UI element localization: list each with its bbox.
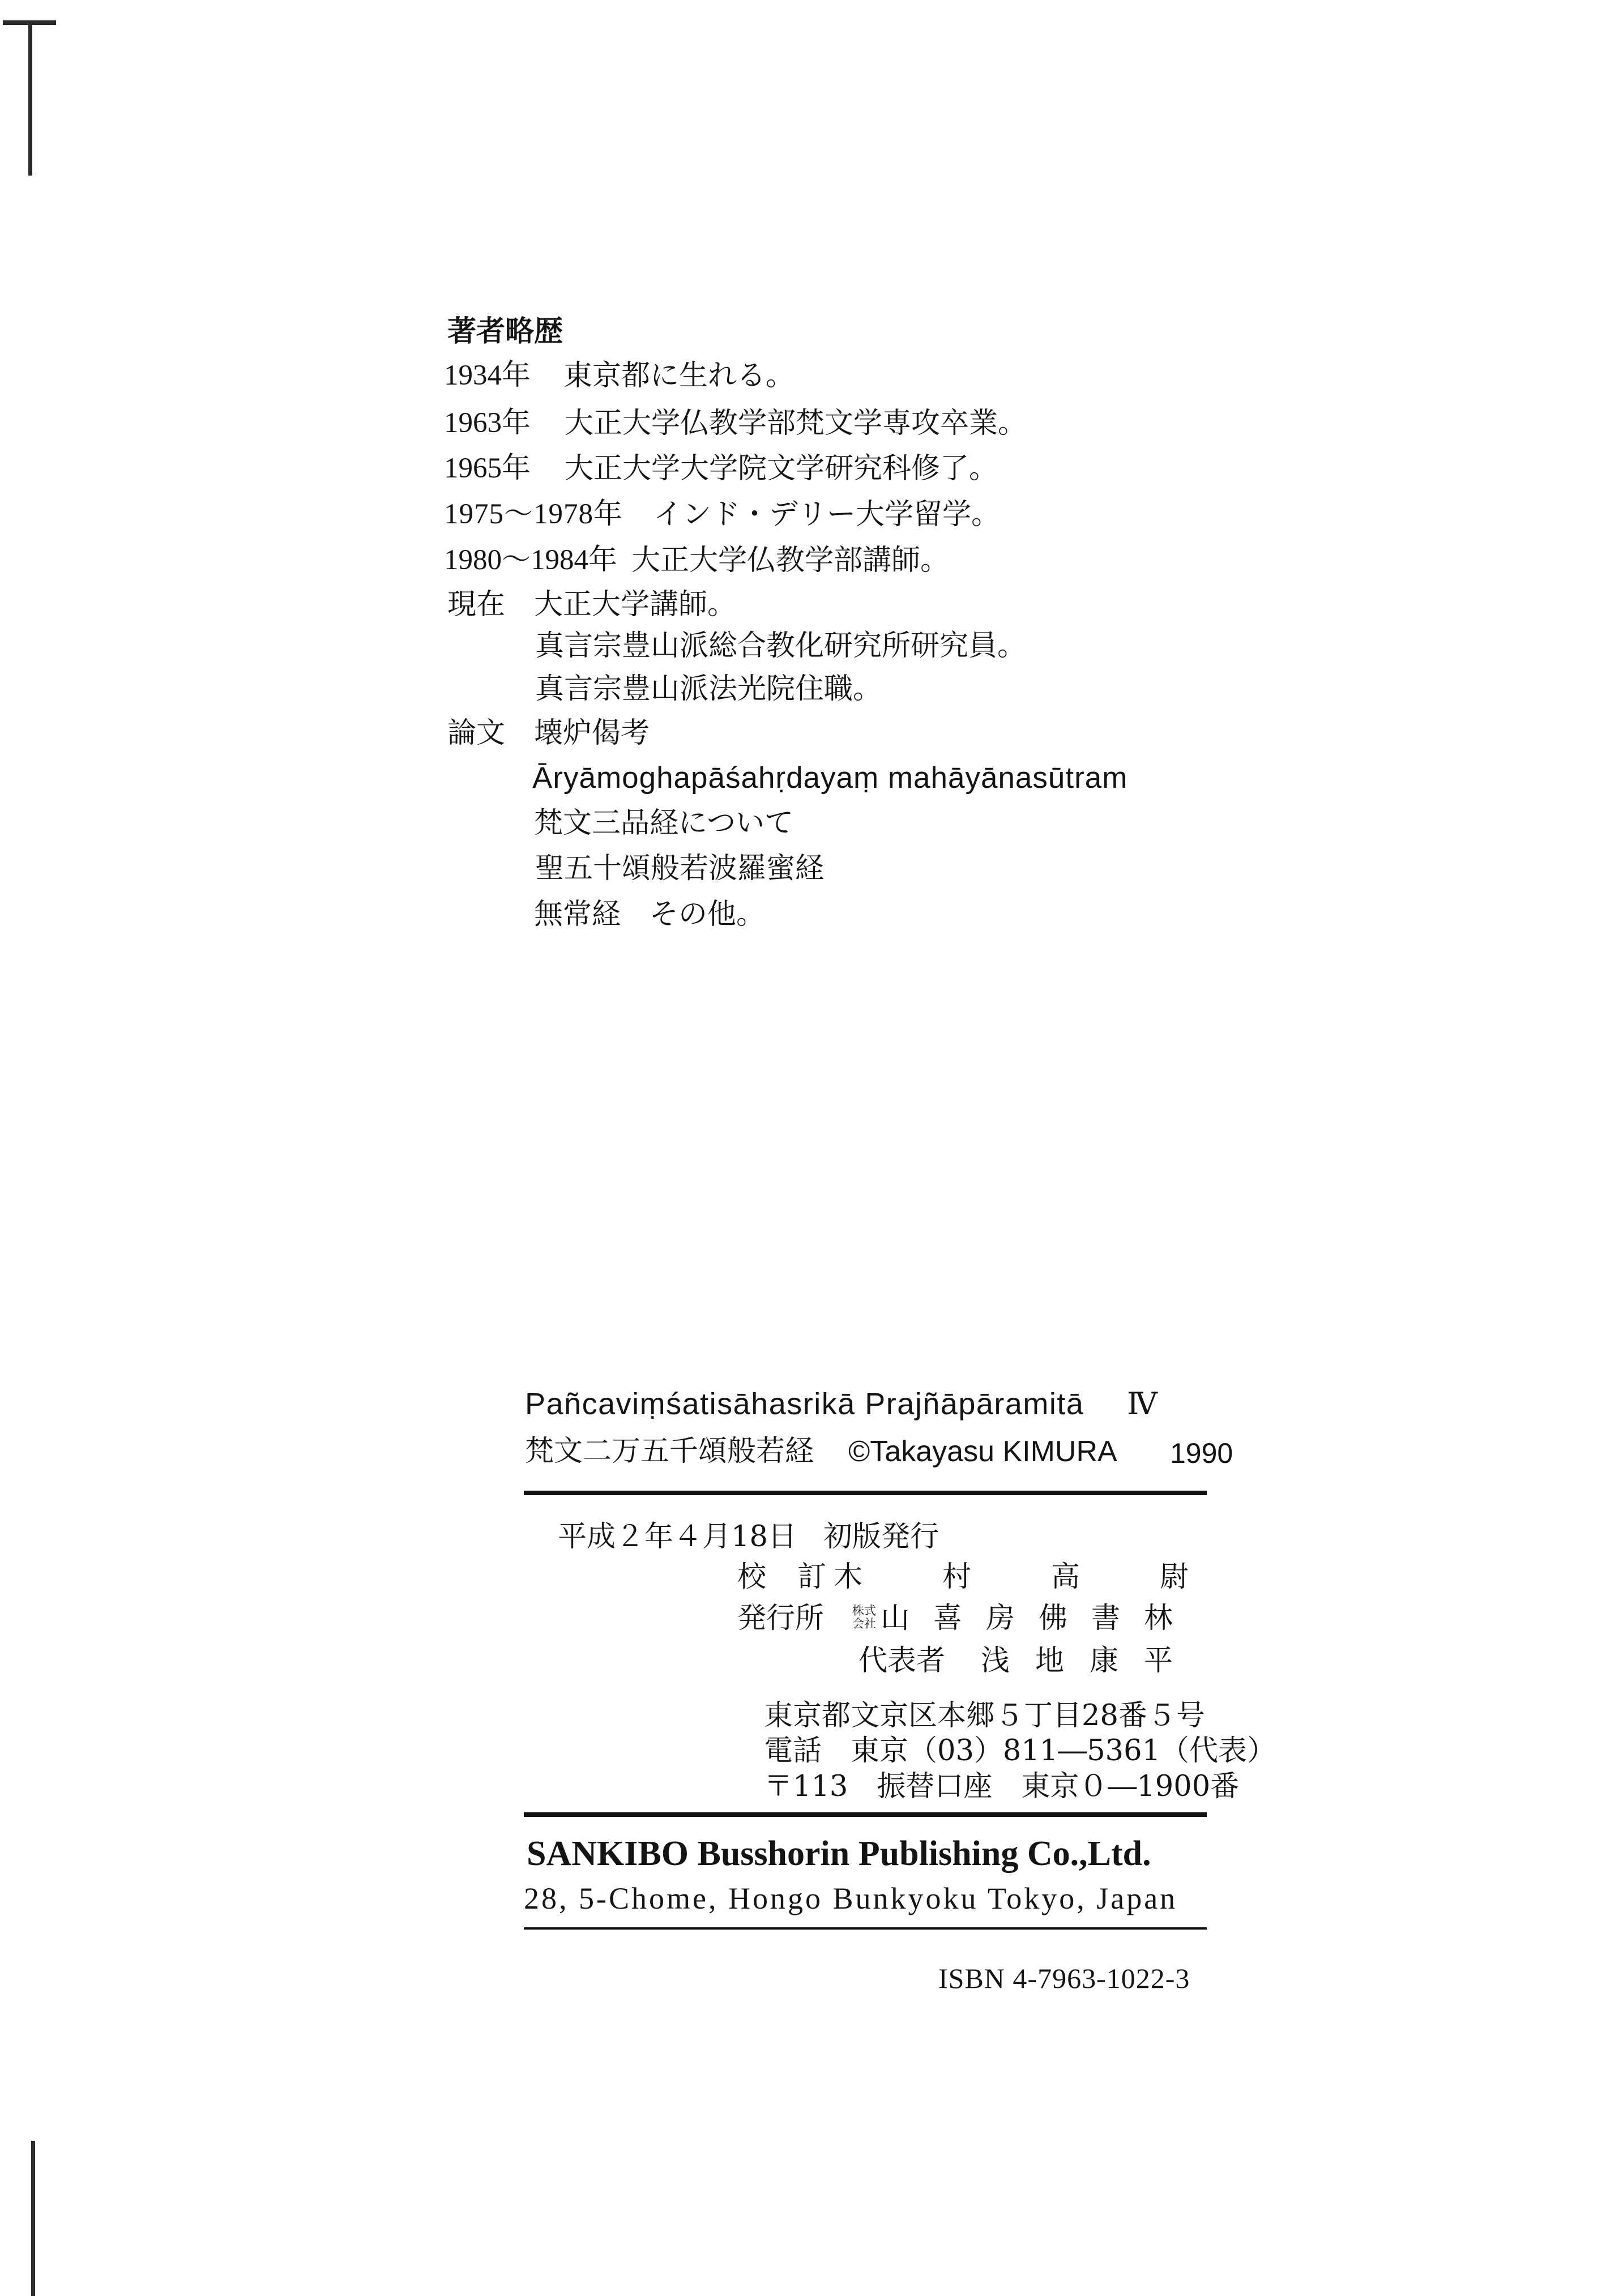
bio-current — [444, 590, 1293, 622]
isbn: ISBN 4-7963-1022-3 — [938, 1962, 1190, 1994]
company-type-top: 株式 — [852, 1604, 876, 1618]
company-type-bottom: 会社 — [852, 1617, 876, 1631]
bio-year: 1963年 — [444, 407, 531, 439]
bio-entry — [444, 500, 1293, 532]
bio-entry — [444, 454, 1293, 486]
divider-rule-thin — [524, 1927, 1207, 1930]
bio-paper-title: 聖五十頌般若波羅蜜経 — [535, 852, 825, 885]
bio-year: 1934年 — [444, 360, 531, 391]
bio-current-position: 真言宗豊山派総合教化研究所研究員。 — [535, 629, 1027, 663]
publication-date: 平成２年４月18日 — [558, 1520, 797, 1554]
bio-papers — [444, 900, 1293, 932]
bio-entry — [444, 546, 1293, 578]
bio-current-position: 大正大学講師。 — [534, 588, 737, 621]
bio-paper-title: 梵文三品経について — [534, 806, 793, 840]
postal-transfer: 〒113 振替口座 東京０―1900番 — [764, 1770, 1240, 1803]
bio-event: インド・デリー大学留学。 — [654, 498, 1001, 531]
bio-current — [444, 672, 1293, 706]
book-title-romanized: Pañcaviṃśatisāhasrikā Prajñāpāramitā — [525, 1387, 1084, 1421]
bio-entry — [444, 361, 1293, 393]
bio-heading: 著者略歴 — [447, 314, 563, 348]
editor-name: 木 村 高 尉 — [834, 1560, 1215, 1594]
bio-papers — [444, 763, 1293, 795]
bio-paper-title: 壊炉偈考 — [534, 716, 650, 750]
bio-event: 大正大学仏教学部講師。 — [631, 544, 950, 577]
bio-entry — [444, 409, 1293, 441]
bio-papers — [444, 854, 1293, 886]
editor-label: 校 訂 — [737, 1560, 828, 1594]
divider-rule — [524, 1491, 1207, 1495]
bio-event: 東京都に生れる。 — [563, 359, 795, 392]
book-title-japanese: 梵文二万五千頌般若経 — [525, 1435, 814, 1468]
scan-edge-mark-top-stem — [28, 23, 32, 176]
publisher-phone: 電話 東京（03）811―5361（代表） — [764, 1734, 1276, 1768]
bio-paper-title: 無常経 その他。 — [534, 898, 766, 931]
bio-current — [444, 631, 1293, 663]
bio-year: 1980～1984年 — [444, 544, 618, 576]
bio-papers — [444, 806, 1293, 840]
bio-papers-label: 論文 — [447, 716, 506, 750]
company-type — [852, 1604, 876, 1631]
bio-event: 大正大学仏教学部梵文学専攻卒業。 — [565, 407, 1027, 440]
copyright-year: 1990 — [1170, 1437, 1233, 1469]
bio-event: 大正大学大学院文学研究科修了。 — [565, 452, 998, 485]
bio-paper-title: Āryāmoghapāśahṛdayaṃ mahāyānasūtram — [532, 761, 1128, 795]
publisher-label: 発行所 — [737, 1602, 825, 1635]
bio-papers — [444, 716, 1293, 750]
copyright: ©Takayasu KIMURA — [848, 1435, 1117, 1468]
representative-label: 代表者 — [859, 1644, 946, 1678]
book-volume: Ⅳ — [1127, 1386, 1158, 1422]
bio-year: 1975～1978年 — [444, 498, 623, 530]
bio-current-label: 現在 — [447, 588, 506, 621]
publisher-name: 山 喜 房 佛 書 林 — [881, 1602, 1171, 1635]
divider-rule — [524, 1812, 1207, 1817]
edition: 初版発行 — [823, 1520, 939, 1554]
scan-edge-mark-bottom — [31, 2141, 35, 2296]
representative-name: 浅 地 康 平 — [981, 1644, 1172, 1678]
publisher-name-english: SANKIBO Busshorin Publishing Co.,Ltd. — [527, 1834, 1151, 1873]
bio-year: 1965年 — [444, 453, 531, 484]
bio-current-position: 真言宗豊山派法光院住職。 — [535, 672, 882, 706]
publisher-address: 東京都文京区本郷５丁目28番５号 — [764, 1699, 1205, 1732]
publisher-address-english: 28, 5-Chome, Hongo Bunkyoku Tokyo, Japan — [524, 1881, 1178, 1915]
